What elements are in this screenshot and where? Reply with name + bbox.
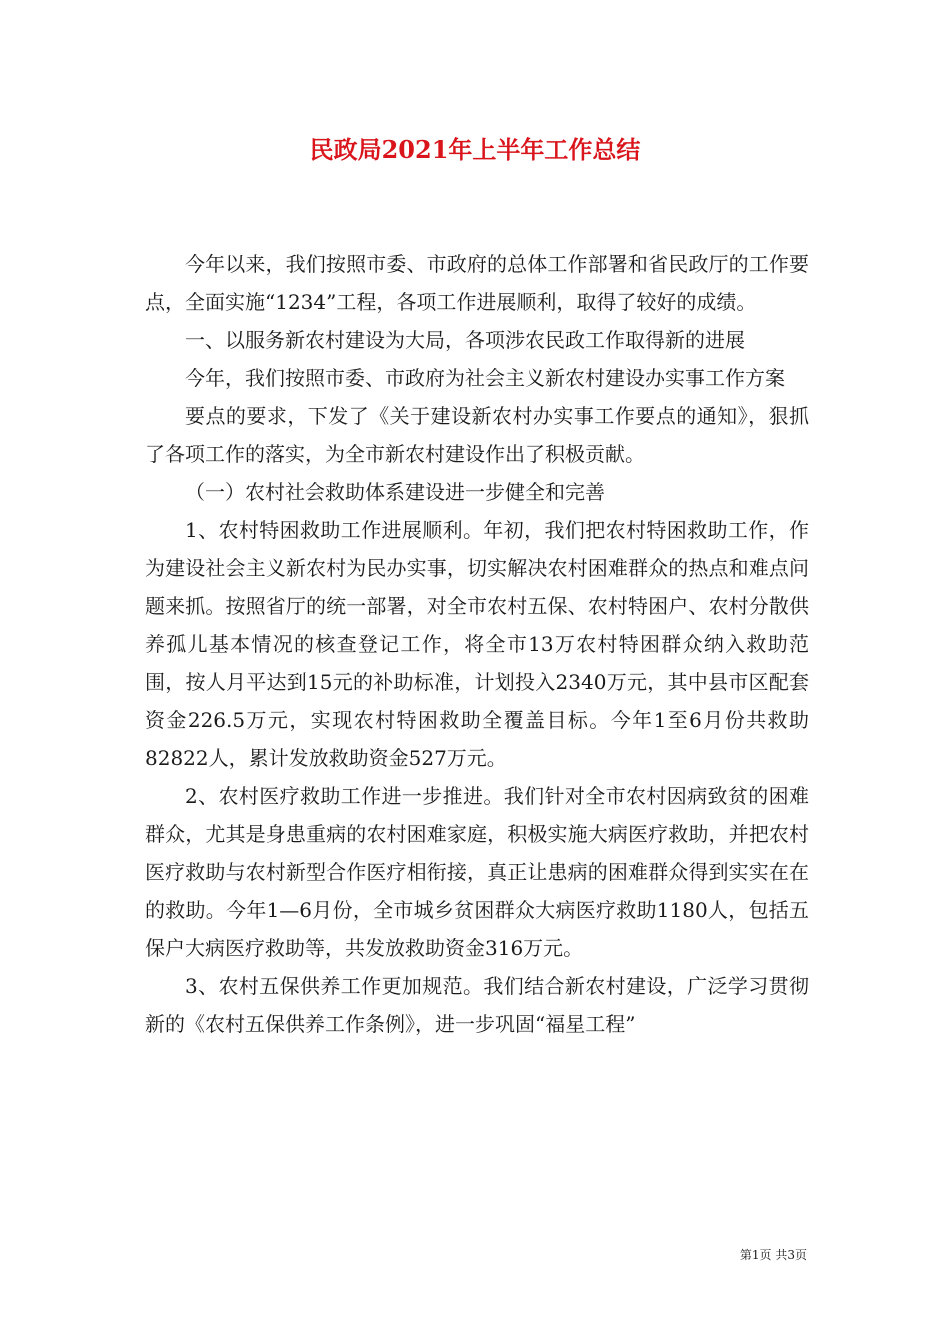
paragraph-plan: 今年，我们按照市委、市政府为社会主义新农村建设办实事工作方案 xyxy=(185,366,785,390)
paragraph-item-3: 3、农村五保供养工作更加规范。我们结合新农村建设，广泛学习贯彻新的《农村五保供养工作条例》，进一步巩固“福星工程” xyxy=(145,974,809,1036)
paragraph-item-1: 1、农村特困救助工作进展顺利。年初，我们把农村特困救助工作，作为建设社会主义新农村为民办实事，切实解决农村困难群众的热点和难点问题来抓。按照省厅的统一部署，对全市农村五保、农村特困户、农村分散供养孤儿基本情况的核查登记工作，将全市13万农村特困群众纳入救助范围，按人月平达到15元的补助标准，计划投入2340万元，其中县市区配套资金226.5万元，实现农村特困救助全覆盖目标。今年1至6月份共救助82822人，累计发放救助资金527万元。 xyxy=(145,518,809,770)
paragraph-item-2: 2、农村医疗救助工作进一步推进。我们针对全市农村因病致贫的困难群众，尤其是身患重病的农村困难家庭，积极实施大病医疗救助，并把农村医疗救助与农村新型合作医疗相衔接，真正让患病的困难群众得到实实在在的救助。今年1—6月份，全市城乡贫困群众大病医疗救助1180人，包括五保户大病医疗救助等，共发放救助资金316万元。 xyxy=(145,784,809,960)
paragraph-intro: 今年以来，我们按照市委、市政府的总体工作部署和省民政厅的工作要点，全面实施“1234”工程，各项工作进展顺利，取得了较好的成绩。 xyxy=(145,252,809,314)
document-title: 民政局2021年上半年工作总结 xyxy=(309,135,641,164)
section-heading-1: 一、以服务新农村建设为大局，各项涉农民政工作取得新的进展 xyxy=(185,328,745,352)
page-number: 第1页 共3页 xyxy=(739,1248,807,1262)
paragraph-notice: 要点的要求，下发了《关于建设新农村办实事工作要点的通知》，狠抓了各项工作的落实，为全市新农村建设作出了积极贡献。 xyxy=(145,404,809,466)
subsection-heading-1: （一）农村社会救助体系建设进一步健全和完善 xyxy=(185,480,605,504)
document-body xyxy=(145,245,809,1043)
